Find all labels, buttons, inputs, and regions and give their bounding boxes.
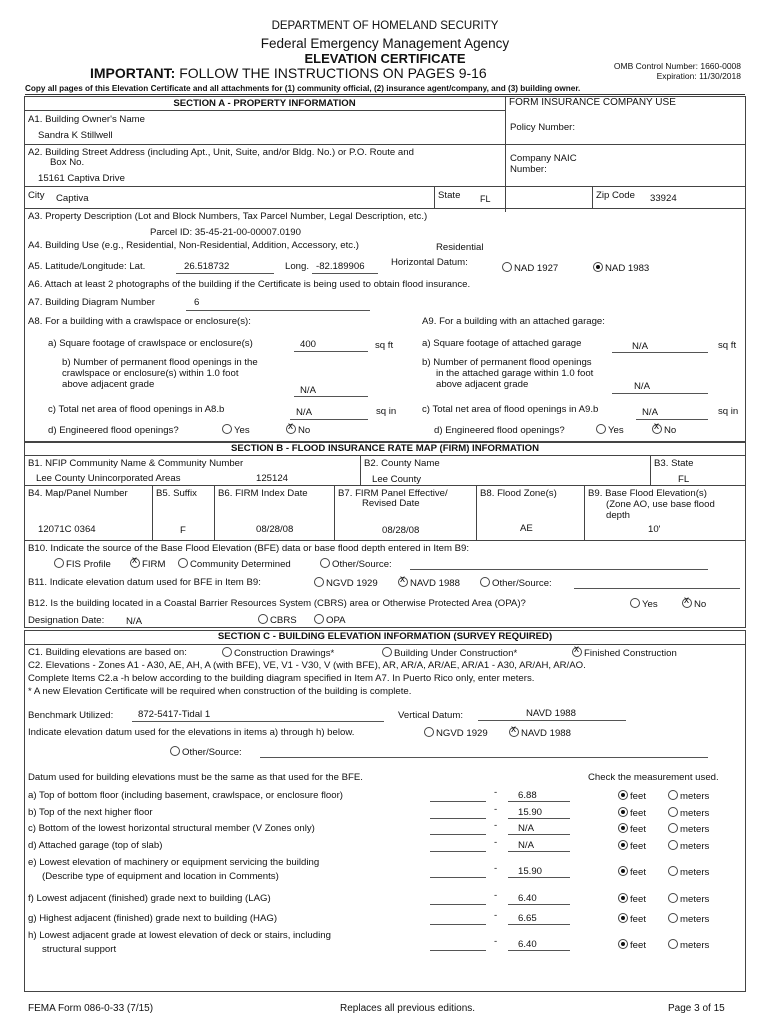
c2-feet-option[interactable]: feet bbox=[618, 807, 646, 819]
c2-line-2: Complete Items C2.a -h below according to the building diagram specified in Item A7. In Puerto Rico only, enter meters. bbox=[28, 673, 535, 684]
a2-label-1: A2. Building Street Address (including Apt., Unit, Suite, and/or Bldg. No.) or P.O. Route and bbox=[28, 147, 414, 158]
nad1983-radio-icon[interactable] bbox=[593, 262, 603, 272]
b11-ngvd-option[interactable]: NGVD 1929 bbox=[314, 577, 378, 589]
b3-label: B3. State bbox=[654, 458, 694, 469]
state-label: State bbox=[438, 190, 461, 201]
a2-label-2: Box No. bbox=[50, 157, 85, 168]
benchmark-value[interactable]: 872-5417-Tidal 1 bbox=[138, 709, 211, 720]
c2-item-blank bbox=[430, 851, 486, 852]
c2-line-3: * A new Elevation Certificate will be required when construction of the building is complete. bbox=[28, 686, 412, 697]
agency-title: Federal Emergency Management Agency bbox=[260, 36, 510, 51]
feet-radio-icon[interactable] bbox=[618, 823, 628, 833]
a9a-label: a) Square footage of attached garage bbox=[422, 338, 582, 349]
c2-item-dash: - bbox=[494, 837, 498, 848]
community-radio-icon[interactable] bbox=[178, 558, 188, 568]
city-value[interactable]: Captiva bbox=[56, 193, 89, 204]
b6-value[interactable]: 08/28/08 bbox=[256, 524, 294, 535]
feet-radio-icon[interactable] bbox=[618, 807, 628, 817]
city-label: City bbox=[28, 190, 45, 201]
omb-block: OMB Control Number: 1660-0008 Expiration: 11/30/2018 bbox=[613, 61, 741, 81]
c-navd-option[interactable]: x NAVD 1988 bbox=[509, 727, 571, 739]
c2-item-blank bbox=[430, 950, 486, 951]
feet-radio-icon[interactable] bbox=[618, 913, 628, 923]
b1-label: B1. NFIP Community Name & Community Number bbox=[28, 458, 244, 469]
c2-item-underline bbox=[508, 801, 570, 802]
a9b-label-1: b) Number of permanent flood openings bbox=[422, 357, 592, 368]
policy-label: Policy Number: bbox=[510, 122, 576, 133]
b10-fis-option[interactable]: FIS Profile bbox=[54, 558, 111, 570]
a8c-value[interactable]: N/A bbox=[296, 407, 312, 418]
c2-item-label: h) Lowest adjacent grade at lowest elevation of deck or stairs, including bbox=[28, 930, 331, 941]
c2-item-label: f) Lowest adjacent (finished) grade next to building (LAG) bbox=[28, 893, 271, 904]
c2-item-value[interactable]: N/A bbox=[518, 840, 534, 851]
naic-label-2: Number: bbox=[510, 164, 547, 175]
a9c-unit: sq in bbox=[718, 406, 739, 417]
b1-number-value[interactable]: 125124 bbox=[256, 473, 289, 484]
c2-meters-option[interactable]: meters bbox=[668, 913, 709, 925]
c2-item-dash: - bbox=[494, 863, 498, 874]
nad1927-radio-icon[interactable] bbox=[502, 262, 512, 272]
b10-other-option[interactable]: Other/Source: bbox=[320, 558, 392, 570]
c2-item-underline bbox=[508, 877, 570, 878]
c2-meters-option[interactable]: meters bbox=[668, 866, 709, 878]
c2-meters-option[interactable]: meters bbox=[668, 790, 709, 802]
footer-form: FEMA Form 086-0-33 (7/15) bbox=[28, 1003, 154, 1014]
c2-feet-option[interactable]: feet bbox=[618, 893, 646, 905]
b11-navd-option[interactable]: x NAVD 1988 bbox=[398, 577, 460, 589]
c2-item-dash: - bbox=[494, 804, 498, 815]
feet-radio-icon[interactable] bbox=[618, 840, 628, 850]
a8b-label-3: above adjacent grade bbox=[62, 379, 155, 390]
c-other-option[interactable]: Other/Source: bbox=[170, 746, 242, 758]
b12-yes-option[interactable]: Yes bbox=[630, 598, 658, 610]
indicate-datum-label: Indicate elevation datum used for the elevations in items a) through h) below. bbox=[28, 727, 355, 738]
a4-label: A4. Building Use (e.g., Residential, Non-Residential, Addition, Accessory, etc.) bbox=[28, 240, 359, 251]
section-c-title: SECTION C - BUILDING ELEVATION INFORMATION (SURVEY REQUIRED) bbox=[217, 631, 553, 642]
drawings-radio-icon[interactable] bbox=[222, 647, 232, 657]
opa-option[interactable]: OPA bbox=[314, 614, 346, 626]
feet-radio-icon[interactable] bbox=[618, 866, 628, 876]
b11-other-option[interactable]: Other/Source: bbox=[480, 577, 552, 589]
a9a-unit: sq ft bbox=[718, 340, 737, 351]
a8b-label-2: crawlspace or enclosure(s) within 1.0 foot bbox=[62, 368, 239, 379]
a8a-label: a) Square footage of crawlspace or enclosure(s) bbox=[48, 338, 253, 349]
c2-item-value[interactable]: 15.90 bbox=[518, 866, 543, 877]
c2-item-underline bbox=[508, 904, 570, 905]
zip-label: Zip Code bbox=[596, 190, 635, 201]
a8a-unit: sq ft bbox=[375, 340, 394, 351]
c2-item-label-2: structural support bbox=[42, 944, 117, 955]
vertical-datum-value[interactable]: NAVD 1988 bbox=[526, 708, 576, 719]
a8c-unit: sq in bbox=[376, 406, 397, 417]
meters-radio-icon[interactable] bbox=[668, 840, 678, 850]
b5-value[interactable]: F bbox=[180, 525, 186, 536]
b12-no-radio-icon[interactable] bbox=[682, 598, 692, 608]
c2-item-label: g) Highest adjacent (finished) grade next to building (HAG) bbox=[28, 913, 278, 924]
c2-item-label: c) Bottom of the lowest horizontal structural member (V Zones only) bbox=[28, 823, 315, 834]
a9b-label-2: in the attached garage within 1.0 foot bbox=[436, 368, 594, 379]
c2-item-underline bbox=[508, 950, 570, 951]
a8a-value[interactable]: 400 bbox=[300, 339, 317, 350]
a8d-yes-option[interactable]: Yes bbox=[222, 424, 250, 436]
b4-label: B4. Map/Panel Number bbox=[28, 488, 128, 499]
important-line: IMPORTANT: FOLLOW THE INSTRUCTIONS ON PAGES 9-16 bbox=[90, 65, 487, 81]
nad1983-option[interactable]: NAD 1983 bbox=[593, 262, 649, 274]
c-ngvd-option[interactable]: NGVD 1929 bbox=[424, 727, 488, 739]
state-value[interactable]: FL bbox=[480, 194, 491, 204]
b11-label: B11. Indicate elevation datum used for BFE in Item B9: bbox=[28, 577, 261, 588]
a2-value[interactable]: 15161 Captiva Drive bbox=[38, 173, 125, 184]
b8-value[interactable]: AE bbox=[520, 523, 533, 534]
form-title: ELEVATION CERTIFICATE bbox=[304, 51, 466, 66]
b8-label: B8. Flood Zone(s) bbox=[480, 488, 557, 499]
b1-name-value[interactable]: Lee County Unincorporated Areas bbox=[36, 473, 181, 484]
c1-label: C1. Building elevations are based on: bbox=[28, 647, 187, 658]
benchmark-label: Benchmark Utilized: bbox=[28, 710, 114, 721]
a8-label: A8. For a building with a crawlspace or enclosure(s): bbox=[28, 316, 251, 327]
a9d-yes-radio-icon[interactable] bbox=[596, 424, 606, 434]
b9-label-1: B9. Base Flood Elevation(s) bbox=[588, 488, 707, 499]
b10-firm-option[interactable]: x FIRM bbox=[130, 558, 165, 570]
firm-radio-icon[interactable] bbox=[130, 558, 140, 568]
c2-item-value[interactable]: 15.90 bbox=[518, 807, 543, 818]
feet-radio-icon[interactable] bbox=[618, 893, 628, 903]
a8d-yes-radio-icon[interactable] bbox=[222, 424, 232, 434]
c2-feet-option[interactable]: feet bbox=[618, 913, 646, 925]
a8b-value[interactable]: N/A bbox=[300, 385, 316, 396]
c2-meters-option[interactable]: meters bbox=[668, 893, 709, 905]
c-ngvd-radio-icon[interactable] bbox=[424, 727, 434, 737]
a8c-label: c) Total net area of flood openings in A8.b bbox=[48, 404, 225, 415]
b6-label: B6. FIRM Index Date bbox=[218, 488, 308, 499]
b5-label: B5. Suffix bbox=[156, 488, 197, 499]
c2-feet-option[interactable]: feet bbox=[618, 939, 646, 951]
c2-item-label: d) Attached garage (top of slab) bbox=[28, 840, 163, 851]
c2-item-value[interactable]: 6.40 bbox=[518, 893, 537, 904]
long-label: Long. bbox=[285, 261, 310, 272]
c2-item-blank bbox=[430, 924, 486, 925]
a7-label: A7. Building Diagram Number bbox=[28, 297, 155, 308]
c2-line-1: C2. Elevations - Zones A1 - A30, AE, AH, A (with BFE), VE, V1 - V30, V (with BFE), AR, AR/A, AR/AE, AR/A1 - A30, AR/AH, AR/AO. bbox=[28, 660, 586, 671]
a8d-no-option[interactable]: x No bbox=[286, 424, 310, 436]
b2-label: B2. County Name bbox=[364, 458, 440, 469]
b12-yes-radio-icon[interactable] bbox=[630, 598, 640, 608]
fis-radio-icon[interactable] bbox=[54, 558, 64, 568]
nad1927-option[interactable]: NAD 1927 bbox=[502, 262, 558, 274]
cbrs-option[interactable]: CBRS bbox=[258, 614, 297, 626]
long-value[interactable]: -82.189906 bbox=[316, 261, 365, 272]
c2-item-underline bbox=[508, 818, 570, 819]
b4-value[interactable]: 12071C 0364 bbox=[38, 524, 96, 535]
section-b-title: SECTION B - FLOOD INSURANCE RATE MAP (FIRM) INFORMATION bbox=[230, 443, 540, 454]
a8d-label: d) Engineered flood openings? bbox=[48, 425, 179, 436]
b10-community-option[interactable]: Community Determined bbox=[178, 558, 291, 570]
meters-radio-icon[interactable] bbox=[668, 807, 678, 817]
a1-label: A1. Building Owner's Name bbox=[28, 114, 146, 125]
a9c-value[interactable]: N/A bbox=[642, 407, 658, 418]
b10-label: B10. Indicate the source of the Base Flood Elevation (BFE) data or base flood depth entered in Item B9: bbox=[28, 543, 470, 554]
b7-label-1: B7. FIRM Panel Effective/ bbox=[338, 488, 448, 499]
datum-note: Datum used for building elevations must be the same as that used for the BFE. bbox=[28, 772, 363, 783]
naic-label-1: Company NAIC bbox=[510, 153, 577, 164]
meters-radio-icon[interactable] bbox=[668, 939, 678, 949]
footer-replaces: Replaces all previous editions. bbox=[340, 1003, 476, 1014]
c2-item-blank bbox=[430, 877, 486, 878]
feet-radio-icon[interactable] bbox=[618, 939, 628, 949]
c1-under-option[interactable]: Building Under Construction* bbox=[382, 647, 517, 659]
a9c-label: c) Total net area of flood openings in A9.b bbox=[422, 404, 599, 415]
a9b-value[interactable]: N/A bbox=[634, 381, 650, 392]
b9-label-3: depth bbox=[606, 510, 631, 521]
c2-item-dash: - bbox=[494, 910, 498, 921]
a1-value[interactable]: Sandra K Stillwell bbox=[38, 130, 113, 141]
meters-radio-icon[interactable] bbox=[668, 893, 678, 903]
a9-label: A9. For a building with an attached garage: bbox=[422, 316, 605, 327]
feet-radio-icon[interactable] bbox=[618, 790, 628, 800]
b7-label-2: Revised Date bbox=[362, 498, 420, 509]
c2-item-value[interactable]: 6.88 bbox=[518, 790, 537, 801]
c1-finished-option[interactable]: x Finished Construction bbox=[572, 647, 677, 659]
c2-item-underline bbox=[508, 924, 570, 925]
c2-feet-option[interactable]: feet bbox=[618, 840, 646, 852]
c2-item-blank bbox=[430, 801, 486, 802]
meters-radio-icon[interactable] bbox=[668, 913, 678, 923]
b9-label-2: (Zone AO, use base flood bbox=[606, 499, 715, 510]
opa-radio-icon[interactable] bbox=[314, 614, 324, 624]
c2-item-dash: - bbox=[494, 820, 498, 831]
a9d-label: d) Engineered flood openings? bbox=[434, 425, 565, 436]
b12-label: B12. Is the building located in a Coastal Barrier Resources System (CBRS) area or Otherwise Protected Area (OPA)? bbox=[28, 598, 526, 609]
c2-feet-option[interactable]: feet bbox=[618, 790, 646, 802]
c2-item-blank bbox=[430, 834, 486, 835]
c2-item-label: e) Lowest elevation of machinery or equipment servicing the building bbox=[28, 857, 320, 868]
company-use-label: FORM INSURANCE COMPANY USE bbox=[509, 97, 676, 108]
c2-item-blank bbox=[430, 904, 486, 905]
a8d-no-radio-icon[interactable] bbox=[286, 424, 296, 434]
section-a-title: SECTION A - PROPERTY INFORMATION bbox=[173, 98, 356, 109]
c2-feet-option[interactable]: feet bbox=[618, 823, 646, 835]
c2-item-blank bbox=[430, 818, 486, 819]
a9d-yes-option[interactable]: Yes bbox=[596, 424, 624, 436]
a9b-label-3: above adjacent grade bbox=[436, 379, 529, 390]
c2-item-value[interactable]: 6.40 bbox=[518, 939, 537, 950]
a5-label: A5. Latitude/Longitude: Lat. bbox=[28, 261, 146, 272]
c2-meters-option[interactable]: meters bbox=[668, 939, 709, 951]
c2-item-dash: - bbox=[494, 890, 498, 901]
a9d-no-radio-icon[interactable] bbox=[652, 424, 662, 434]
c2-item-value[interactable]: N/A bbox=[518, 823, 534, 834]
horizontal-datum-label: Horizontal Datum: bbox=[391, 257, 468, 268]
check-note: Check the measurement used. bbox=[588, 772, 719, 783]
b9-value[interactable]: 10' bbox=[648, 524, 661, 535]
c2-item-label: b) Top of the next higher floor bbox=[28, 807, 153, 818]
c2-item-value[interactable]: 6.65 bbox=[518, 913, 537, 924]
meters-radio-icon[interactable] bbox=[668, 866, 678, 876]
zip-value[interactable]: 33924 bbox=[650, 193, 677, 204]
footer-page: Page 3 of 15 bbox=[668, 1003, 725, 1014]
meters-radio-icon[interactable] bbox=[668, 790, 678, 800]
c2-item-dash: - bbox=[494, 936, 498, 947]
meters-radio-icon[interactable] bbox=[668, 823, 678, 833]
c-navd-radio-icon[interactable] bbox=[509, 727, 519, 737]
c2-meters-option[interactable]: meters bbox=[668, 823, 709, 835]
b7-value[interactable]: 08/28/08 bbox=[382, 525, 420, 536]
a3-label: A3. Property Description (Lot and Block Numbers, Tax Parcel Number, Legal Description, etc.) bbox=[28, 211, 428, 222]
c2-feet-option[interactable]: feet bbox=[618, 866, 646, 878]
finished-radio-icon[interactable] bbox=[572, 647, 582, 657]
b2-value[interactable]: Lee County bbox=[372, 474, 422, 485]
c2-item-dash: - bbox=[494, 787, 498, 798]
a4-value[interactable]: Residential bbox=[436, 242, 484, 253]
lat-value[interactable]: 26.518732 bbox=[184, 261, 230, 272]
dept-title: DEPARTMENT OF HOMELAND SECURITY bbox=[271, 20, 499, 32]
cbrs-radio-icon[interactable] bbox=[258, 614, 268, 624]
c1-drawings-option[interactable]: Construction Drawings* bbox=[222, 647, 334, 659]
b10-other-radio-icon[interactable] bbox=[320, 558, 330, 568]
a3-value[interactable]: Parcel ID: 35-45-21-00-00007.0190 bbox=[150, 227, 301, 238]
copy-note: Copy all pages of this Elevation Certificate and all attachments for (1) community official, (2) insurance agent/company, and (3) building owner. bbox=[25, 84, 745, 95]
designation-label: Designation Date: bbox=[28, 615, 105, 626]
vertical-datum-label: Vertical Datum: bbox=[398, 710, 464, 721]
c2-item-label: a) Top of bottom floor (including basement, crawlspace, or enclosure floor) bbox=[28, 790, 343, 801]
under-construction-radio-icon[interactable] bbox=[382, 647, 392, 657]
a8b-label-1: b) Number of permanent flood openings in the bbox=[62, 357, 258, 368]
c2-item-underline bbox=[508, 851, 570, 852]
c-other-radio-icon[interactable] bbox=[170, 746, 180, 756]
b11-navd-radio-icon[interactable] bbox=[398, 577, 408, 587]
a7-value[interactable]: 6 bbox=[194, 297, 200, 308]
b11-other-radio-icon[interactable] bbox=[480, 577, 490, 587]
b11-ngvd-radio-icon[interactable] bbox=[314, 577, 324, 587]
a6-label: A6. Attach at least 2 photographs of the building if the Certificate is being used to obtain flood insurance. bbox=[28, 279, 471, 290]
designation-value[interactable]: N/A bbox=[126, 616, 142, 627]
c2-item-underline bbox=[508, 834, 570, 835]
b12-no-option[interactable]: x No bbox=[682, 598, 706, 610]
c2-meters-option[interactable]: meters bbox=[668, 840, 709, 852]
a9d-no-option[interactable]: x No bbox=[652, 424, 676, 436]
b3-value[interactable]: FL bbox=[678, 474, 690, 485]
c2-item-label-2: (Describe type of equipment and location in Comments) bbox=[42, 871, 279, 882]
c2-meters-option[interactable]: meters bbox=[668, 807, 709, 819]
a9a-value[interactable]: N/A bbox=[632, 341, 648, 352]
